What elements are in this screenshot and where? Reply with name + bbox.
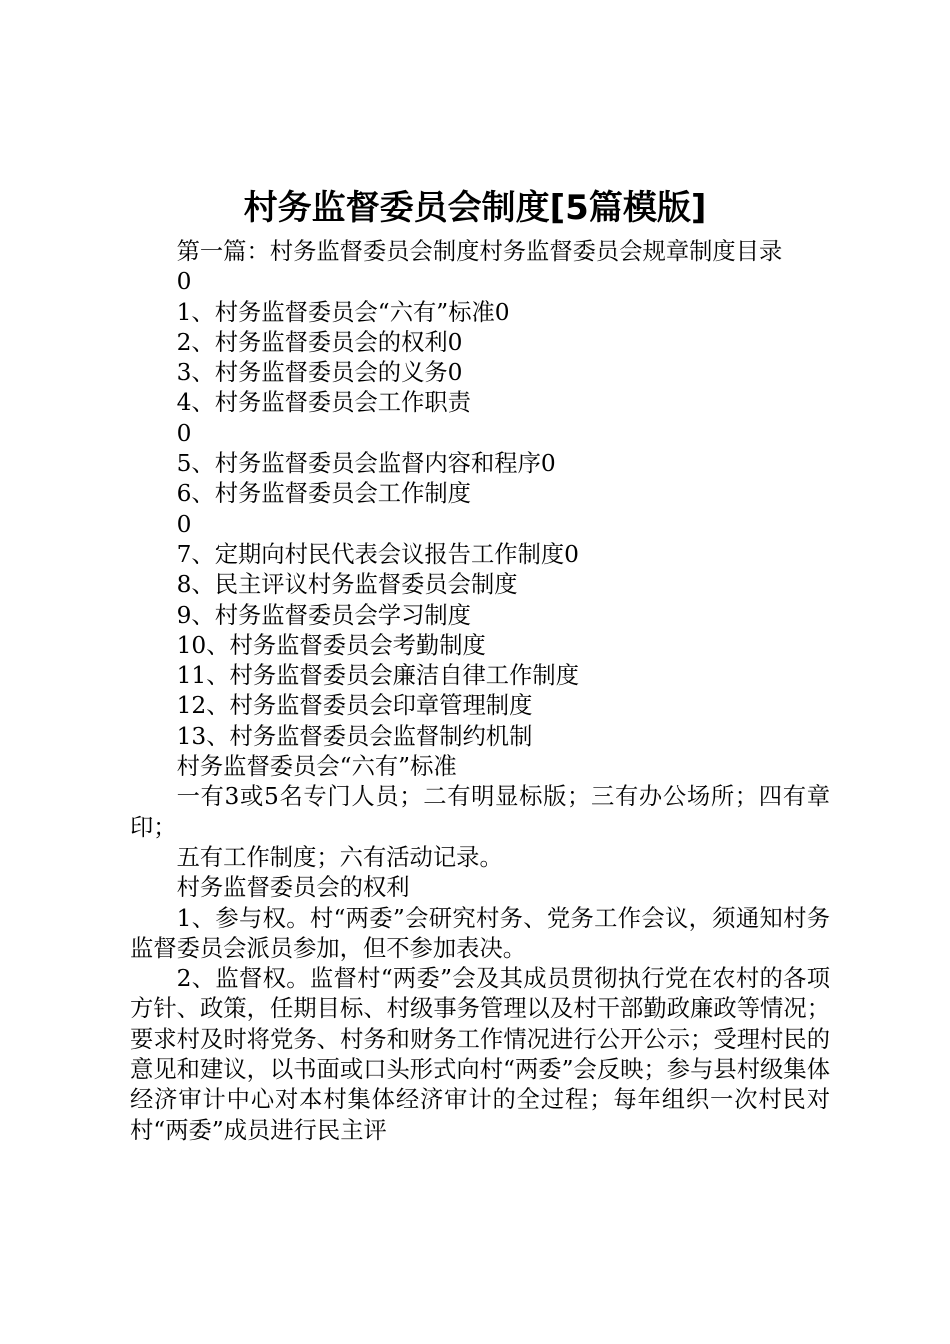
document-body — [130, 237, 830, 1146]
toc-item-4: 4、村务监督委员会工作职责 — [176, 389, 471, 417]
toc-item-7: 7、定期向村民代表会议报告工作制度0 — [176, 540, 579, 568]
paragraph-10: 0 — [176, 510, 192, 538]
paragraph-7: 0 — [176, 419, 192, 447]
toc-item-6: 6、村务监督委员会工作制度 — [176, 480, 471, 508]
toc-item-10: 10、村务监督委员会考勤制度 — [176, 631, 486, 659]
toc-item-11: 11、村务监督委员会廉洁自律工作制度 — [176, 662, 579, 690]
paragraph-standards-1: 一有3或5名专门人员；二有明显标版；三有办公场所；四有章印； — [130, 783, 830, 841]
toc-item-5: 5、村务监督委员会监督内容和程序0 — [176, 450, 556, 478]
toc-item-12: 12、村务监督委员会印章管理制度 — [176, 692, 533, 720]
paragraph-2: 0 — [176, 268, 192, 296]
toc-item-8: 8、民主评议村务监督委员会制度 — [176, 571, 518, 599]
toc-item-2: 2、村务监督委员会的权利0 — [176, 328, 463, 356]
paragraph-1: 第一篇：村务监督委员会制度村务监督委员会规章制度目录 — [176, 238, 783, 265]
toc-item-3: 3、村务监督委员会的义务0 — [176, 359, 463, 387]
toc-item-1: 1、村务监督委员会“六有”标准0 — [176, 298, 510, 326]
section-heading-rights: 村务监督委员会的权利 — [176, 874, 410, 902]
paragraph-standards-2: 五有工作制度；六有活动记录。 — [176, 843, 503, 871]
toc-item-13: 13、村务监督委员会监督制约机制 — [176, 722, 533, 750]
document-title: 村务监督委员会制度[5篇模版] — [243, 188, 707, 228]
paragraph-rights-2: 2、监督权。监督村“两委”会及其成员贯彻执行党在农村的各项方针、政策，任期目标、村级事务管理以及村干部勤政廉政等情况；要求村及时将党务、村务和财务工作情况进行公开公示；受理村民的意见和建议，以书面或口头形式向村“两委”会反映；参与县村级集体经济审计中心对本村集体经济审计的全过程；每年组织一次村民对村“两委”成员进行民主评 — [130, 965, 830, 1144]
paragraph-rights-1: 1、参与权。村“两委”会研究村务、党务工作会议，须通知村务监督委员会派员参加，但不参加表决。 — [130, 904, 830, 962]
toc-item-9: 9、村务监督委员会学习制度 — [176, 601, 471, 629]
section-heading-standards: 村务监督委员会“六有”标准 — [176, 753, 457, 781]
